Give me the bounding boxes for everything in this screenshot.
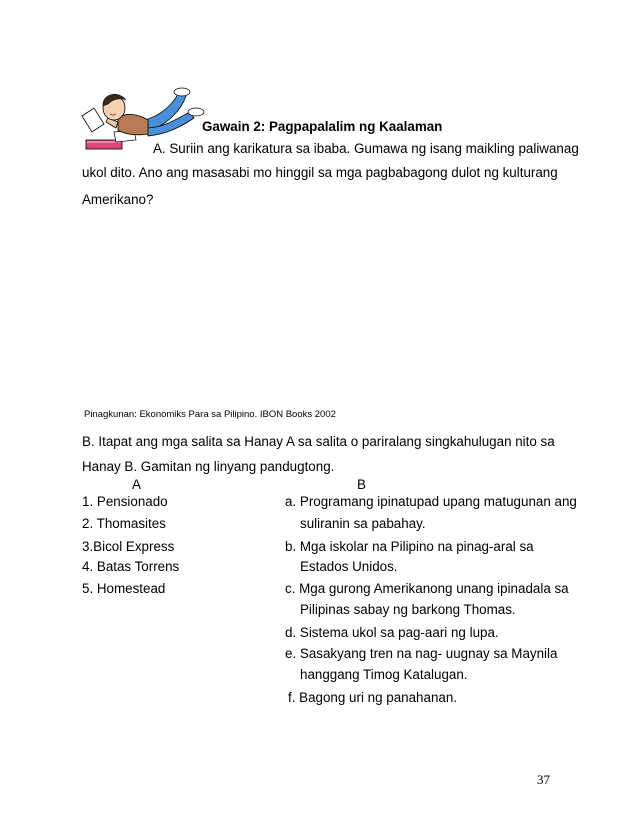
column-a-header: A bbox=[132, 477, 141, 492]
col-a-item-2: 2. Thomasites bbox=[82, 516, 166, 531]
col-b-line-4: Estados Unidos. bbox=[300, 559, 398, 574]
instruction-line-3: Amerikano? bbox=[82, 192, 154, 207]
col-b-line-1: a. Programang ipinatupad upang matugunan ang bbox=[285, 494, 577, 509]
col-b-line-3: b. Mga iskolar na Pilipino na pinag-aral sa bbox=[285, 539, 534, 554]
col-b-line-7: d. Sistema ukol sa pag-aari ng lupa. bbox=[285, 625, 499, 640]
part-b-instruction-2: Hanay B. Gamitan ng linyang pandugtong. bbox=[82, 459, 335, 474]
instruction-line-1: A. Suriin ang karikatura sa ibaba. Gumawa ng isang maikling paliwanag bbox=[153, 141, 579, 156]
col-a-item-3: 3.Bicol Express bbox=[82, 539, 175, 554]
col-b-line-8: e. Sasakyang tren na nag- uugnay sa Maynila bbox=[285, 646, 558, 661]
col-b-line-9: hanggang Timog Katalugan. bbox=[300, 667, 468, 682]
instruction-line-2: ukol dito. Ano ang masasabi mo hinggil sa mga pagbabagong dulot ng kulturang bbox=[82, 165, 558, 180]
col-b-line-10: f. Bagong uri ng panahanan. bbox=[288, 690, 458, 705]
page-number: 37 bbox=[537, 772, 550, 787]
col-a-item-4: 4. Batas Torrens bbox=[82, 559, 180, 574]
col-a-item-1: 1. Pensionado bbox=[82, 494, 168, 509]
col-b-line-2: suliranin sa pabahay. bbox=[300, 516, 426, 531]
column-b-header: B bbox=[357, 477, 366, 492]
col-b-line-6: Pilipinas sabay ng barkong Thomas. bbox=[300, 602, 516, 617]
source-citation: Pinagkunan: Ekonomiks Para sa Pilipino. IBON Books 2002 bbox=[84, 409, 336, 420]
col-b-line-5: c. Mga gurong Amerikanong unang ipinadala sa bbox=[285, 581, 569, 596]
activity-title: Gawain 2: Pagpapalalim ng Kaalaman bbox=[202, 119, 443, 134]
part-b-instruction-1: B. Itapat ang mga salita sa Hanay A sa salita o pariralang singkahulugan nito sa bbox=[82, 434, 555, 449]
col-a-item-5: 5. Homestead bbox=[82, 581, 166, 596]
